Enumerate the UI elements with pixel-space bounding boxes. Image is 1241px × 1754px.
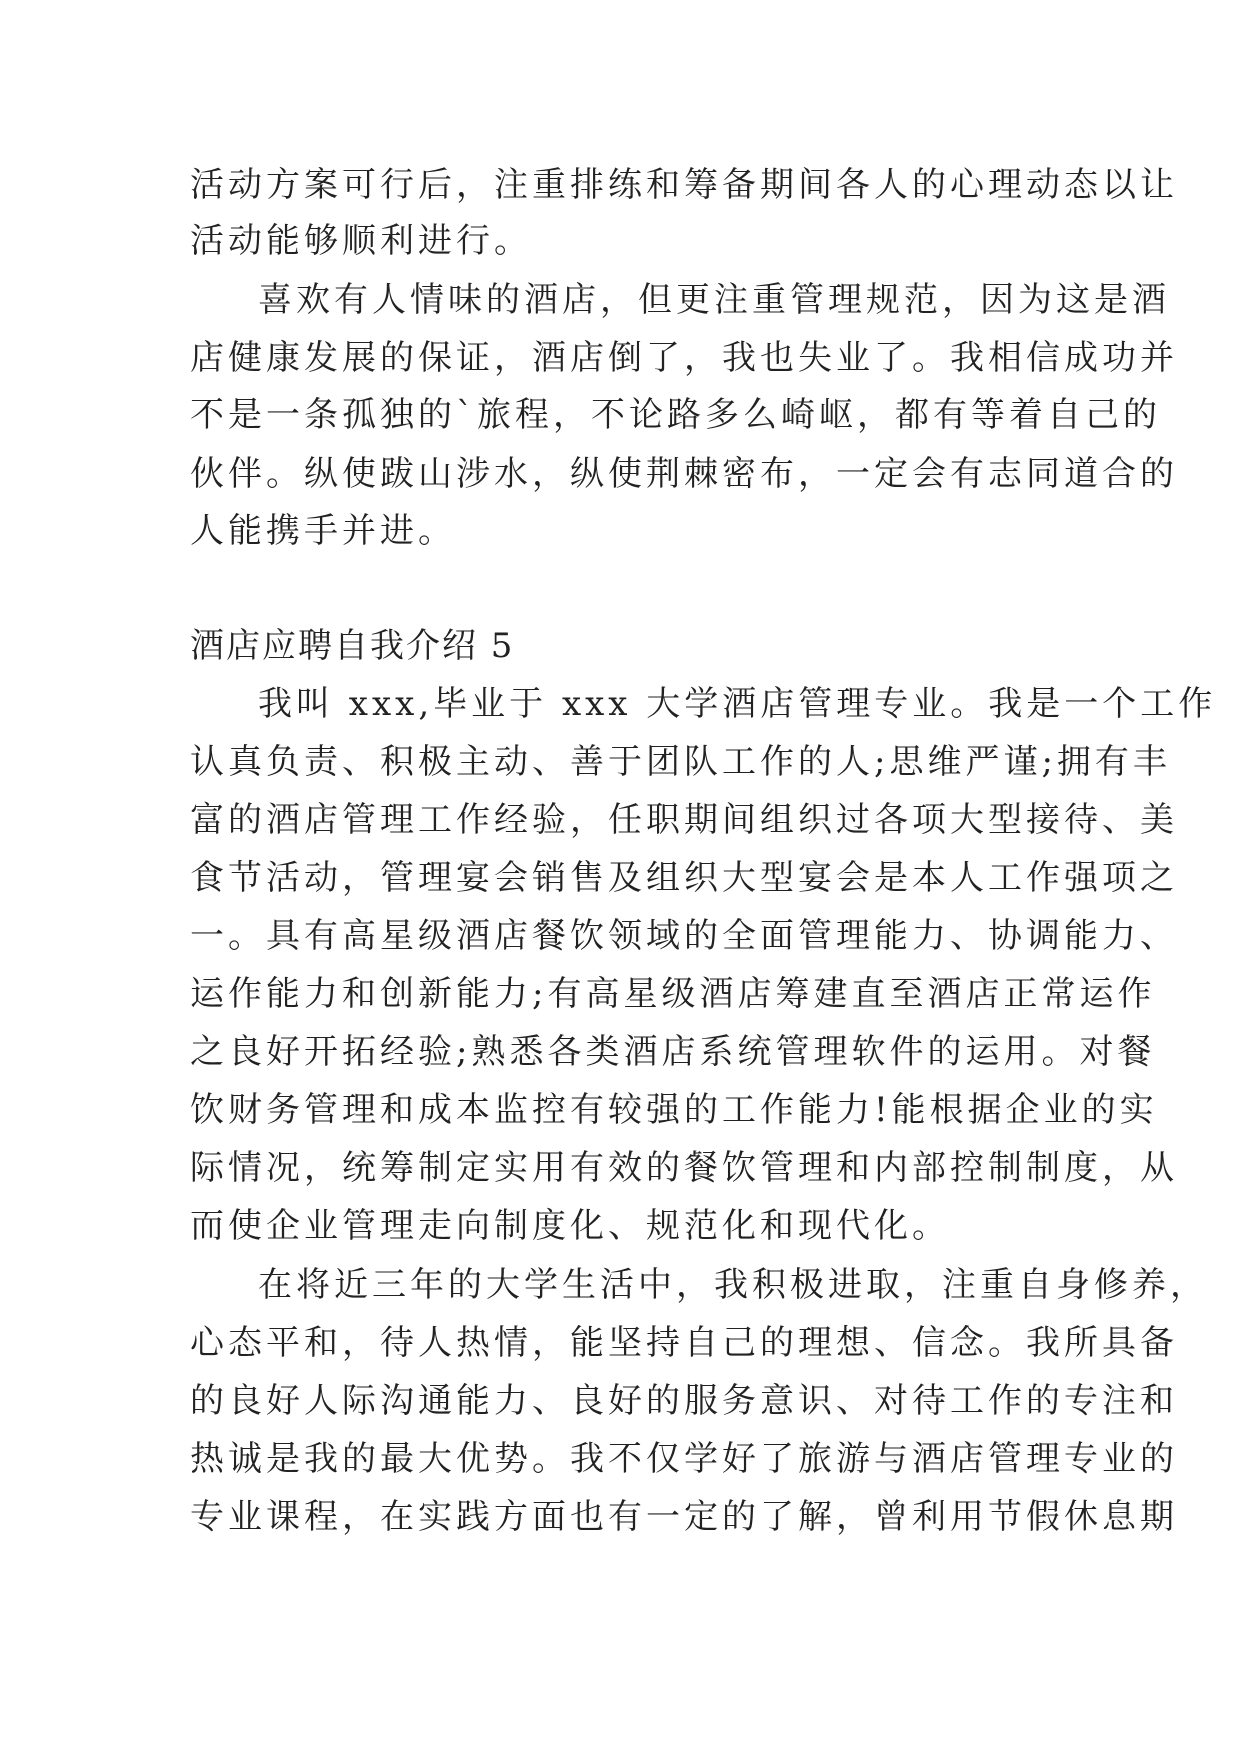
text-line: 伙伴。纵使跋山涉水，纵使荆棘密布，一定会有志同道合的 <box>190 454 1178 494</box>
text-line: 一。具有高星级酒店餐饮领域的全面管理能力、协调能力、 <box>190 916 1178 956</box>
text-line: 人能携手并进。 <box>190 511 456 551</box>
text-line: 而使企业管理走向制度化、规范化和现代化。 <box>190 1206 950 1246</box>
text-line: 活动方案可行后，注重排练和筹备期间各人的心理动态以让 <box>190 165 1178 205</box>
section-heading: 酒店应聘自我介绍 5 <box>190 626 515 666</box>
text-line: 店健康发展的保证，酒店倒了，我也失业了。我相信成功并 <box>190 338 1178 378</box>
text-line: 专业课程，在实践方面也有一定的了解，曾利用节假休息期 <box>190 1497 1178 1537</box>
text-line: 活动能够顺利进行。 <box>190 221 532 261</box>
text-line: 心态平和，待人热情，能坚持自己的理想、信念。我所具备 <box>190 1323 1178 1363</box>
text-line: 我叫 xxx,毕业于 xxx 大学酒店管理专业。我是一个工作 <box>258 684 1217 724</box>
text-line: 际情况，统筹制定实用有效的餐饮管理和内部控制制度，从 <box>190 1148 1178 1188</box>
text-line: 运作能力和创新能力;有高星级酒店筹建直至酒店正常运作 <box>190 974 1156 1014</box>
text-line: 在将近三年的大学生活中，我积极进取，注重自身修养， <box>258 1265 1208 1305</box>
text-line: 食节活动，管理宴会销售及组织大型宴会是本人工作强项之 <box>190 858 1178 898</box>
text-line: 热诚是我的最大优势。我不仅学好了旅游与酒店管理专业的 <box>190 1439 1178 1479</box>
text-line: 富的酒店管理工作经验，任职期间组织过各项大型接待、美 <box>190 800 1178 840</box>
text-line: 不是一条孤独的`旅程，不论路多么崎岖，都有等着自己的 <box>190 395 1161 435</box>
text-line: 之良好开拓经验;熟悉各类酒店系统管理软件的运用。对餐 <box>190 1032 1156 1072</box>
text-line: 饮财务管理和成本监控有较强的工作能力!能根据企业的实 <box>190 1090 1158 1130</box>
text-line: 的良好人际沟通能力、良好的服务意识、对待工作的专注和 <box>190 1381 1178 1421</box>
text-line: 认真负责、积极主动、善于团队工作的人;思维严谨;拥有丰 <box>190 742 1171 782</box>
text-line: 喜欢有人情味的酒店，但更注重管理规范，因为这是酒 <box>258 280 1170 320</box>
